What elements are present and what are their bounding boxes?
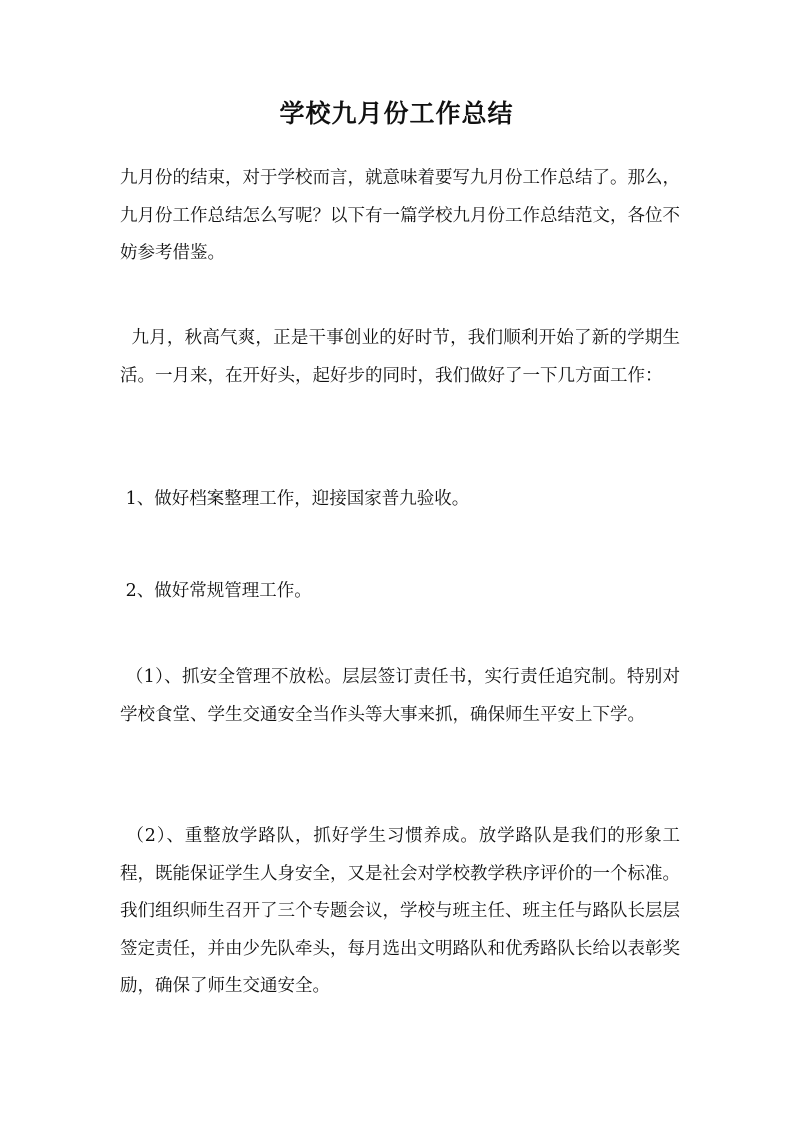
item-2-paragraph: 2、做好常规管理工作。: [120, 581, 312, 601]
subitem-1-paragraph: （1）、抓安全管理不放松。层层签订责任书，实行责任追究制。特别对学校食堂、学生交通安全当作头等大事来抓，确保师生平安上下学。: [120, 667, 680, 725]
item-1-paragraph: 1、做好档案整理工作，迎接国家普九验收。: [120, 489, 470, 509]
september-paragraph: 九月，秋高气爽，正是干事创业的好时节，我们顺利开始了新的学期生活。一月来，在开好头，起好步的同时，我们做好了一下几方面工作：: [120, 328, 680, 386]
subitem-2-paragraph: （2）、重整放学路队，抓好学生习惯养成。放学路队是我们的形象工程，既能保证学生人身安全，又是社会对学校教学秩序评价的一个标准。我们组织师生召开了三个专题会议，学校与班主任、班主任与路队长层层签定责任，并由少先队牵头，每月选出文明路队和优秀路队长给以表彰奖励，确保了师生交通安全。: [120, 826, 680, 996]
document-title: 学校九月份工作总结: [279, 99, 514, 128]
intro-paragraph: 九月份的结束，对于学校而言，就意味着要写九月份工作总结了。那么，九月份工作总结怎么写呢？以下有一篇学校九月份工作总结范文，各位不妨参考借鉴。: [120, 168, 680, 263]
